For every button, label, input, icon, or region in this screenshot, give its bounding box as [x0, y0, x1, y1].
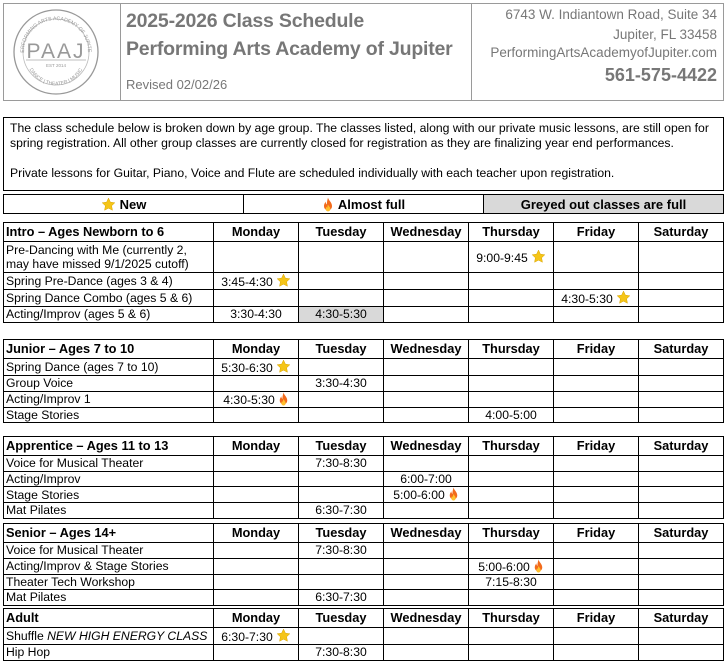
day-header: Tuesday [299, 223, 384, 242]
address-city: Jupiter, FL 33458 [613, 27, 717, 42]
group-title: Junior – Ages 7 to 10 [4, 340, 214, 359]
day-header: Tuesday [299, 524, 384, 543]
schedule-title: 2025-2026 Class Schedule [126, 10, 365, 32]
schedule-table-senior [3, 523, 724, 606]
logo-arc-text: ERFORMING ARTS ACADEMY OF JUPITE [19, 15, 93, 53]
class-time-cell [214, 628, 299, 645]
table-row [4, 487, 724, 503]
table-row [4, 307, 724, 323]
class-time: 3:45-4:30 [221, 275, 273, 289]
table-row [4, 503, 724, 519]
flame-icon [322, 197, 334, 212]
class-time: 4:30-5:30 [561, 292, 613, 306]
class-time-cell [384, 487, 469, 503]
class-name: Group Voice [4, 376, 214, 392]
class-time: 4:30-5:30 [223, 392, 275, 407]
website-link[interactable]: PerformingArtsAcademyofJupiter.com [490, 45, 717, 60]
class-name: Spring Pre-Dance (ages 3 & 4) [4, 273, 214, 290]
class-name: Voice for Musical Theater [4, 456, 214, 472]
group-title: Intro – Ages Newborn to 6 [4, 223, 214, 242]
star-icon [276, 359, 291, 374]
class-time-cell [469, 242, 554, 273]
class-time: 5:30-6:30 [221, 361, 273, 375]
class-name: Shuffle [6, 629, 44, 643]
class-time: 3:30-4:30 [299, 376, 384, 392]
class-time-cell [554, 290, 639, 307]
class-time: 6:30-7:30 [299, 590, 384, 606]
group-title: Adult [4, 609, 214, 628]
class-name: Stage Stories [4, 407, 214, 423]
table-row [4, 574, 724, 590]
day-header: Thursday [469, 609, 554, 628]
day-header: Wednesday [384, 340, 469, 359]
class-time: 6:00-7:00 [384, 471, 469, 487]
header [3, 3, 724, 101]
class-name: Voice for Musical Theater [4, 543, 214, 559]
table-row [4, 558, 724, 574]
flame-icon [278, 392, 289, 406]
day-header: Tuesday [299, 609, 384, 628]
day-header: Thursday [469, 437, 554, 456]
class-time: 6:30-7:30 [221, 630, 273, 644]
legend-full [484, 195, 723, 213]
class-name: Spring Dance Combo (ages 5 & 6) [4, 290, 214, 307]
day-header: Thursday [469, 223, 554, 242]
class-time-cell [214, 359, 299, 376]
schedule-table-apprentice [3, 436, 724, 519]
day-header: Tuesday [299, 437, 384, 456]
logo-bottom-text: DANCE | THEATER | MUSIC [27, 67, 85, 88]
revised-date: Revised 02/02/26 [126, 77, 228, 92]
paaj-logo [12, 8, 100, 96]
class-name: Theater Tech Workshop [4, 574, 214, 590]
star-icon [616, 290, 631, 305]
day-header: Thursday [469, 524, 554, 543]
table-header-row [4, 609, 724, 628]
legend-almost-full-label: Almost full [337, 196, 406, 212]
star-icon [276, 628, 291, 643]
table-header-row [4, 223, 724, 242]
table-header-row [4, 524, 724, 543]
class-name: Stage Stories [4, 487, 214, 503]
class-time: 7:30-8:30 [299, 645, 384, 661]
class-time-cell [214, 273, 299, 290]
class-time: 9:00-9:45 [476, 251, 528, 265]
class-time: 3:30-4:30 [214, 307, 299, 323]
day-header: Friday [554, 437, 639, 456]
day-header: Saturday [639, 340, 724, 359]
star-icon [101, 197, 116, 212]
day-header: Saturday [639, 524, 724, 543]
day-header: Saturday [639, 437, 724, 456]
day-header: Thursday [469, 340, 554, 359]
class-name: Mat Pilates [4, 503, 214, 519]
day-header: Monday [214, 223, 299, 242]
day-header: Wednesday [384, 524, 469, 543]
class-time: 5:00-6:00 [478, 559, 530, 574]
contact-cell [472, 4, 723, 100]
day-header: Saturday [639, 609, 724, 628]
class-name: Acting/Improv 1 [4, 391, 214, 407]
class-time-cell [214, 391, 299, 407]
day-header: Friday [554, 609, 639, 628]
group-title: Senior – Ages 14+ [4, 524, 214, 543]
day-header: Friday [554, 340, 639, 359]
class-note: NEW HIGH ENERGY CLASS [47, 629, 208, 643]
legend-new-label: New [119, 196, 147, 212]
schedule-table-adult [3, 608, 724, 661]
svg-text:DANCE | THEATER | MUSIC [28, 67, 85, 87]
table-row [4, 645, 724, 661]
phone-number[interactable]: 561-575-4422 [604, 65, 717, 85]
day-header: Monday [214, 524, 299, 543]
table-row [4, 359, 724, 376]
star-icon [531, 249, 546, 264]
class-name: Spring Dance (ages 7 to 10) [4, 359, 214, 376]
class-name: Pre-Dancing with Me (currently 2, may have missed 9/1/2025 cutoff) [4, 242, 214, 273]
table-row [4, 376, 724, 392]
legend [3, 194, 724, 214]
table-row [4, 456, 724, 472]
class-time: 7:30-8:30 [299, 543, 384, 559]
academy-name: Performing Arts Academy of Jupiter [126, 38, 453, 60]
logo-letters: PAAJ [26, 40, 86, 63]
day-header: Friday [554, 524, 639, 543]
table-row [4, 471, 724, 487]
star-icon [276, 273, 291, 288]
table-row [4, 290, 724, 307]
day-header: Saturday [639, 223, 724, 242]
title-cell [121, 4, 472, 100]
day-header: Friday [554, 223, 639, 242]
legend-almost-full [244, 195, 484, 213]
day-header: Monday [214, 437, 299, 456]
class-name-cell [4, 628, 214, 645]
class-time: 4:00-5:00 [469, 407, 554, 423]
intro-paragraph-1: The class schedule below is broken down by age group. The classes listed, along with our private music lessons, are still open for spring registration. All other group classes are currently closed for registration as they are finalizing year end performances. [10, 121, 709, 150]
day-header: Monday [214, 609, 299, 628]
class-name: Acting/Improv & Stage Stories [4, 558, 214, 574]
logo-est: EST 2014 [46, 63, 66, 68]
intro-paragraph-2: Private lessons for Guitar, Piano, Voice and Flute are scheduled individually with each teacher upon registration. [10, 166, 615, 180]
class-name: Mat Pilates [4, 590, 214, 606]
class-time: 7:30-8:30 [299, 456, 384, 472]
logo-cell [4, 4, 121, 100]
schedule-table-junior [3, 339, 724, 423]
class-time-full: 4:30-5:30 [299, 307, 384, 323]
table-row [4, 407, 724, 423]
class-time: 5:00-6:00 [393, 488, 445, 502]
flame-icon [448, 487, 459, 501]
day-header: Wednesday [384, 609, 469, 628]
class-time-cell [469, 558, 554, 574]
flame-icon [533, 559, 544, 573]
intro-text-box [3, 117, 724, 191]
day-header: Wednesday [384, 223, 469, 242]
class-name: Acting/Improv [4, 471, 214, 487]
table-header-row [4, 437, 724, 456]
table-row [4, 391, 724, 407]
day-header: Wednesday [384, 437, 469, 456]
schedule-table-intro [3, 222, 724, 323]
class-name: Acting/Improv (ages 5 & 6) [4, 307, 214, 323]
legend-new [4, 195, 244, 213]
table-row [4, 242, 724, 273]
table-row [4, 628, 724, 645]
address-street: 6743 W. Indiantown Road, Suite 34 [505, 7, 717, 22]
legend-full-label: Greyed out classes are full [520, 196, 687, 212]
group-title: Apprentice – Ages 11 to 13 [4, 437, 214, 456]
class-time: 6:30-7:30 [299, 503, 384, 519]
table-row [4, 273, 724, 290]
class-time: 7:15-8:30 [469, 574, 554, 590]
table-row [4, 543, 724, 559]
day-header: Monday [214, 340, 299, 359]
class-name: Hip Hop [4, 645, 214, 661]
table-header-row [4, 340, 724, 359]
day-header: Tuesday [299, 340, 384, 359]
table-row [4, 590, 724, 606]
